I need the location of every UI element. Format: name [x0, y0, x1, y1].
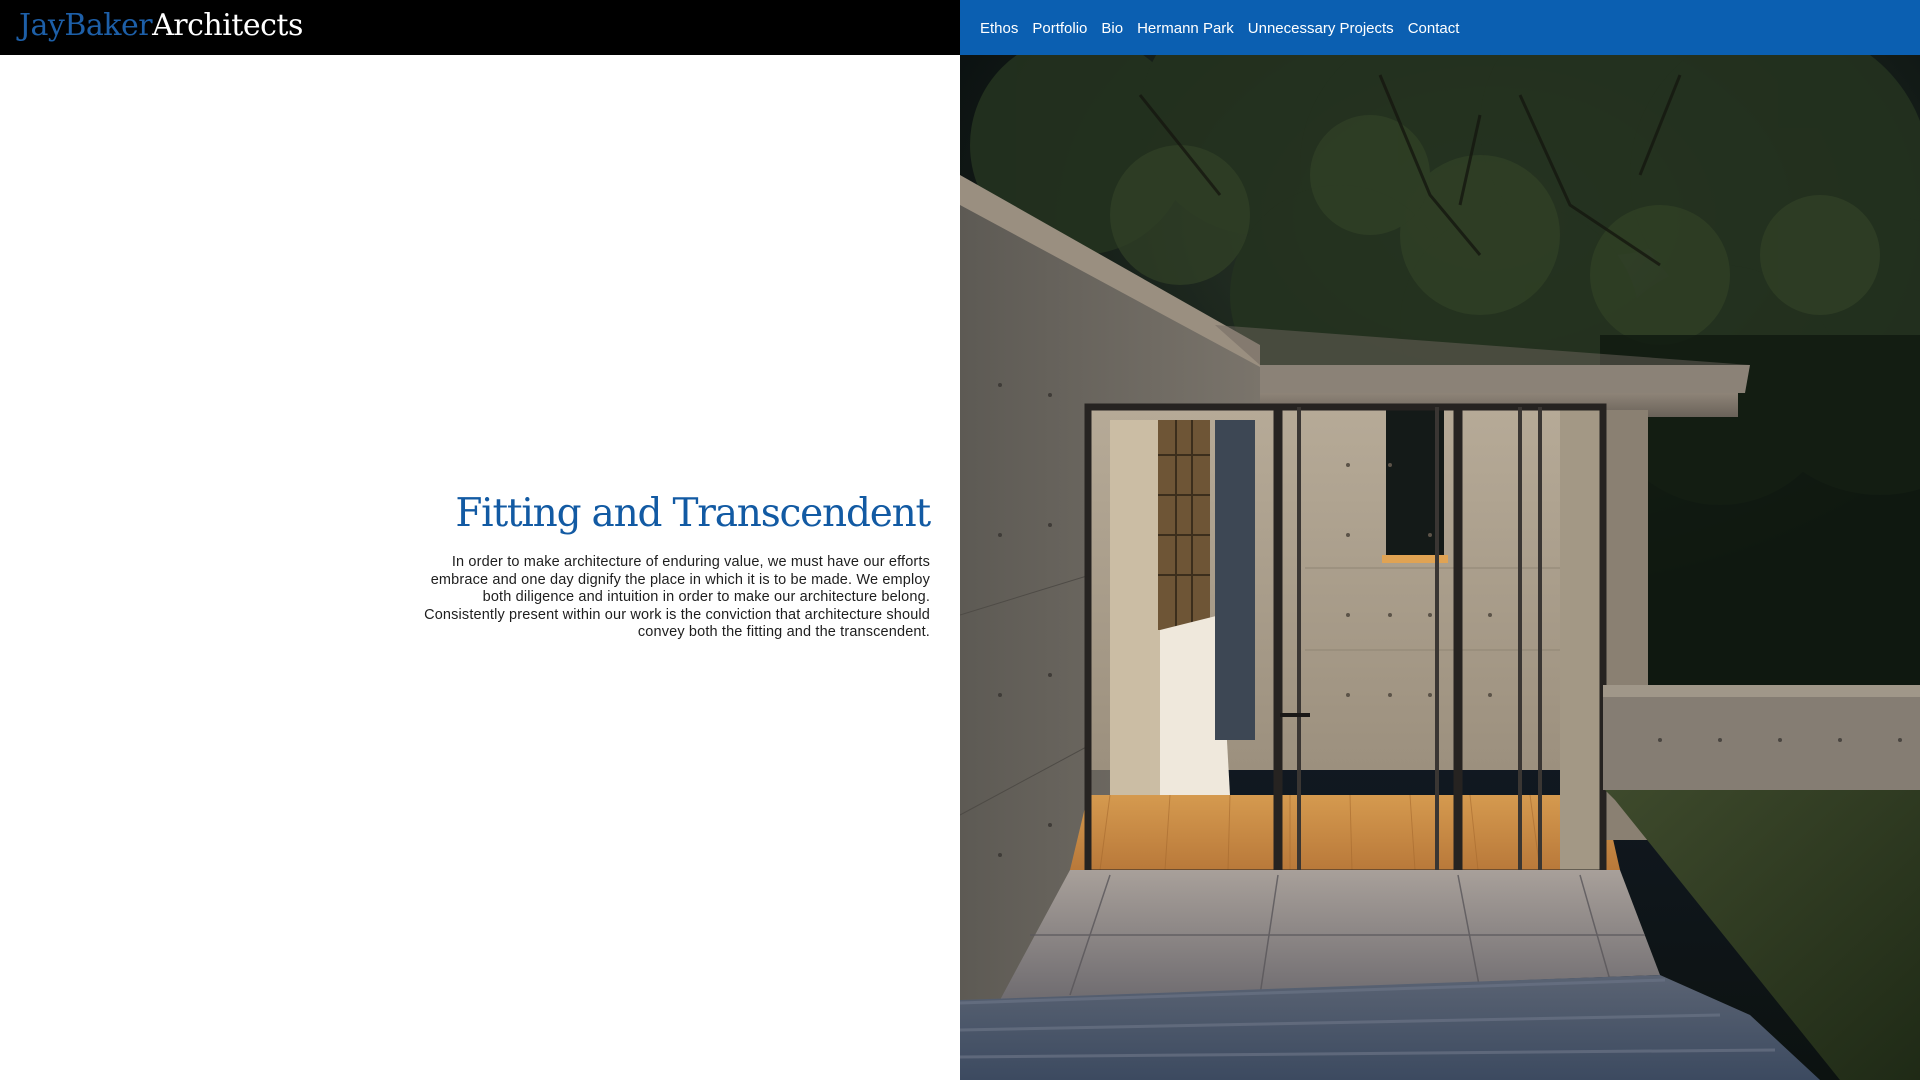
- photo-image-icon: [960, 55, 1920, 1080]
- nav-item-bio[interactable]: Bio: [1101, 19, 1124, 37]
- logo-name: JayBaker: [19, 8, 153, 43]
- hero-text-block: [410, 488, 930, 642]
- nav-item-portfolio[interactable]: Portfolio: [1032, 19, 1088, 37]
- site-logo[interactable]: [19, 6, 303, 46]
- nav-item-unnecessary-projects[interactable]: Unnecessary Projects: [1247, 19, 1394, 37]
- nav-item-contact[interactable]: Contact: [1407, 19, 1460, 37]
- hero-title: Fitting and Transcendent: [455, 491, 930, 536]
- hero-image: [960, 55, 1920, 1080]
- image-panel: [960, 0, 1920, 1080]
- brand-bar: [0, 0, 960, 55]
- main-nav: [960, 0, 1920, 55]
- nav-item-hermann-park[interactable]: Hermann Park: [1137, 19, 1234, 37]
- hero-body: In order to make architecture of enduring value, we must have our efforts embrace and one day dignify the place in which it is to be made. We employ both diligence and intuition in order to make our architecture belong. Consistently present within our work is the conviction that architecture should convey both the fitting and the transcendent.: [424, 554, 930, 640]
- nav-item-ethos[interactable]: Ethos: [980, 19, 1019, 37]
- logo-firm: Architects: [152, 8, 303, 43]
